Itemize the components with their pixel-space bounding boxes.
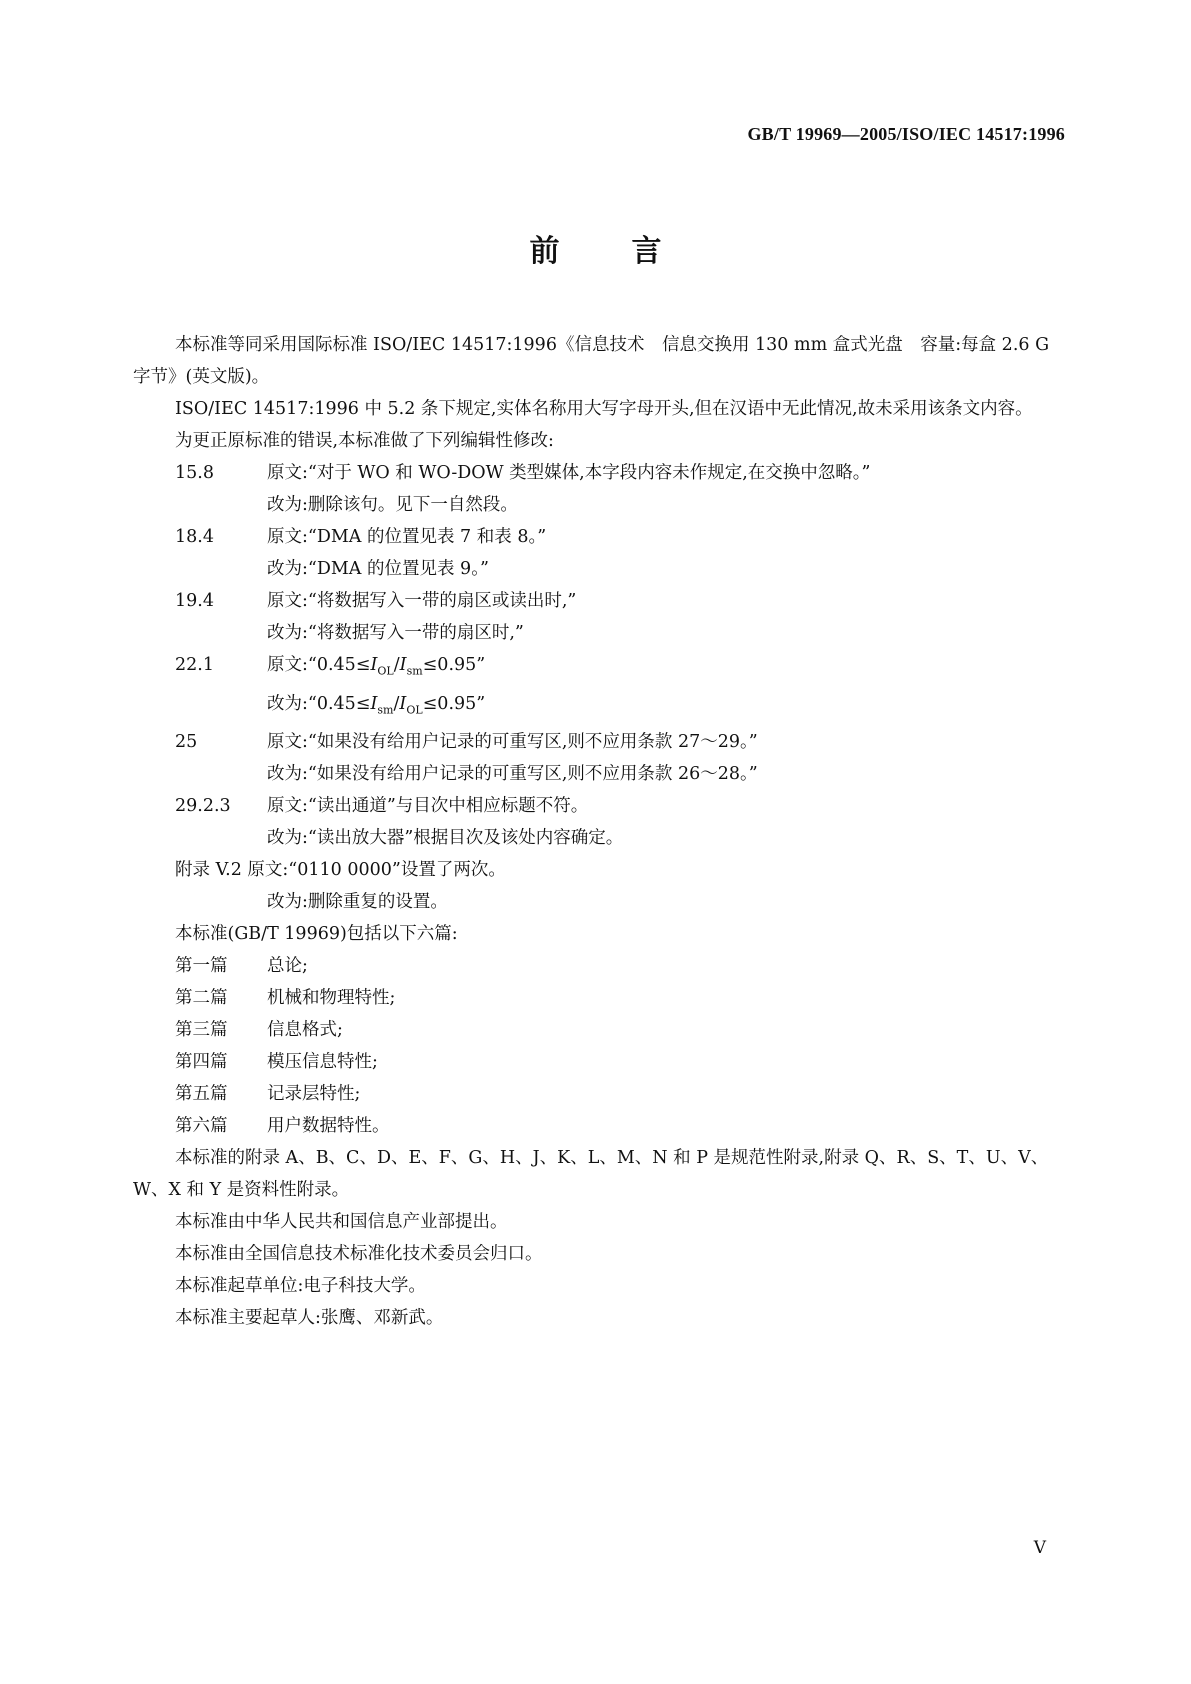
- title-char-1: 前: [529, 234, 560, 269]
- edit-revised: 改为:删除该句。见下一自然段。: [267, 495, 518, 515]
- part-item: [133, 1046, 1058, 1078]
- closing-paragraph-committee: 本标准由全国信息技术标准化技术委员会归口。: [175, 1244, 543, 1264]
- edit-revised: 改为:“如果没有给用户记录的可重写区,则不应用条款 26～28。”: [267, 764, 758, 784]
- closing-paragraph-drafters: 本标准主要起草人:张鹰、邓新武。: [175, 1308, 444, 1328]
- edit-original: 原文:“读出通道”与目次中相应标题不符。: [267, 796, 589, 816]
- closing-paragraph-drafting-unit: 本标准起草单位:电子科技大学。: [175, 1276, 426, 1296]
- edit-revised: 改为:“读出放大器”根据目次及该处内容确定。: [267, 828, 624, 848]
- part-number: 第二篇: [175, 988, 228, 1008]
- page-number: V: [1033, 1538, 1046, 1558]
- formula-revised: [133, 688, 1058, 727]
- formula-prefix: 改为:“0.45≤: [267, 693, 371, 714]
- part-name: 总论;: [267, 956, 308, 976]
- part-name: 机械和物理特性;: [267, 988, 396, 1008]
- part-item: [133, 1110, 1058, 1142]
- formula-subscript: sm: [406, 664, 423, 678]
- edit-row: [133, 585, 1058, 617]
- part-name: 用户数据特性。: [267, 1116, 390, 1136]
- annex-edit-revised: 改为:删除重复的设置。: [267, 892, 448, 912]
- part-number: 第五篇: [175, 1084, 228, 1104]
- formula-subscript: sm: [377, 703, 394, 716]
- edit-row: [133, 726, 1058, 758]
- parts-intro: 本标准(GB/T 19969)包括以下六篇:: [175, 924, 458, 944]
- formula-suffix: ≤0.95”: [422, 693, 486, 714]
- edit-clause: 15.8: [175, 463, 214, 483]
- edit-row: [133, 790, 1058, 822]
- part-name: 模压信息特性;: [267, 1052, 378, 1072]
- intro-paragraph-2: ISO/IEC 14517:1996 中 5.2 条下规定,实体名称用大写字母开头,但在汉语中无此情况,故未采用该条文内容。: [175, 399, 1033, 419]
- part-number: 第一篇: [175, 956, 228, 976]
- part-number: 第三篇: [175, 1020, 228, 1040]
- edit-revised: 改为:“DMA 的位置见表 9。”: [267, 559, 489, 579]
- edit-clause: 29.2.3: [175, 796, 231, 816]
- closing-paragraph-annexes: 本标准的附录 A、B、C、D、E、F、G、H、J、K、L、M、N 和 P 是规范性附录,附录 Q、R、S、T、U、V、W、X 和 Y 是资料性附录。: [133, 1148, 1049, 1200]
- title-char-2: 言: [631, 234, 662, 269]
- part-number: 第六篇: [175, 1116, 228, 1136]
- edit-clause: 22.1: [175, 655, 214, 675]
- page-title: [0, 226, 1191, 270]
- formula-original: [267, 649, 1058, 688]
- formula-slash: /: [393, 693, 400, 714]
- edit-row: [133, 457, 1058, 489]
- part-item: [133, 1078, 1058, 1110]
- formula-suffix: ≤0.95”: [422, 655, 486, 675]
- part-item: [133, 1014, 1058, 1046]
- part-name: 记录层特性;: [267, 1084, 361, 1104]
- part-number: 第四篇: [175, 1052, 228, 1072]
- edit-row-formula: [133, 649, 1058, 688]
- edit-original: 原文:“如果没有给用户记录的可重写区,则不应用条款 27～29。”: [267, 732, 758, 752]
- formula-symbol: I: [370, 655, 378, 675]
- formula-symbol: I: [399, 655, 407, 675]
- edit-original: 原文:“DMA 的位置见表 7 和表 8。”: [267, 527, 547, 547]
- edit-clause: 25: [175, 732, 198, 752]
- edit-original: 原文:“对于 WO 和 WO-DOW 类型媒体,本字段内容未作规定,在交换中忽略。”: [267, 463, 871, 483]
- edit-row: [133, 521, 1058, 553]
- part-item: [133, 950, 1058, 982]
- formula-subscript: OL: [377, 664, 394, 678]
- edit-clause: 18.4: [175, 527, 214, 547]
- edit-clause: 19.4: [175, 591, 214, 611]
- formula-slash: /: [393, 655, 400, 675]
- foreword-body: [133, 329, 1058, 1334]
- closing-paragraph-proposer: 本标准由中华人民共和国信息产业部提出。: [175, 1212, 508, 1232]
- formula-symbol: I: [399, 693, 407, 714]
- part-item: [133, 982, 1058, 1014]
- part-name: 信息格式;: [267, 1020, 343, 1040]
- intro-paragraph-1: 本标准等同采用国际标准 ISO/IEC 14517:1996《信息技术 信息交换用 130 mm 盒式光盘 容量:每盒 2.6 G 字节》(英文版)。: [133, 335, 1050, 387]
- intro-paragraph-3: 为更正原标准的错误,本标准做了下列编辑性修改:: [175, 431, 554, 451]
- formula-symbol: I: [370, 693, 378, 714]
- formula-subscript: OL: [406, 703, 423, 716]
- edit-revised: 改为:“将数据写入一带的扇区时,”: [267, 623, 524, 643]
- standard-number-header: GB/T 19969—2005/ISO/IEC 14517:1996: [747, 124, 1065, 144]
- edit-original: 原文:“将数据写入一带的扇区或读出时,”: [267, 591, 577, 611]
- annex-edit-original: 附录 V.2 原文:“0110 0000”设置了两次。: [175, 860, 506, 880]
- formula-prefix: 原文:“0.45≤: [267, 655, 371, 675]
